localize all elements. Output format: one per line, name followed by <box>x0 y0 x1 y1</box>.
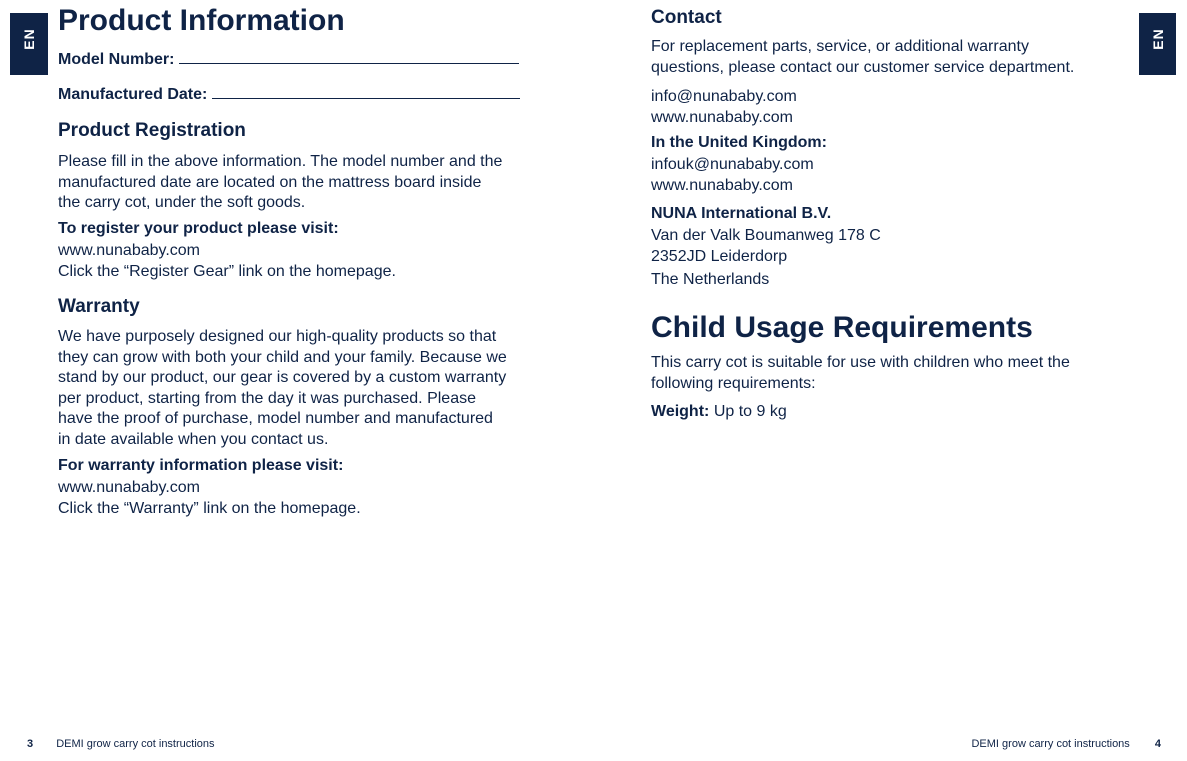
warranty-line: have the proof of purchase, model number and manufactured <box>58 410 493 427</box>
company-country: The Netherlands <box>651 271 770 288</box>
uk-links <box>651 155 814 196</box>
register-label: To register your product please visit: <box>58 220 339 237</box>
address-line: 2352JD Leiderdorp <box>651 247 788 265</box>
register-info <box>58 241 396 282</box>
manufactured-date-row <box>58 86 520 104</box>
language-tab-label: EN <box>1149 28 1166 50</box>
registration-line: the carry cot, under the soft goods. <box>58 194 306 211</box>
page-title: Product Information <box>58 4 345 37</box>
warranty-info-label: For warranty information please visit: <box>58 457 344 474</box>
language-tab-label: EN <box>21 28 37 50</box>
warranty-note: Click the “Warranty” link on the homepage. <box>58 499 361 517</box>
registration-line: manufactured date are located on the mattress board inside <box>58 173 482 191</box>
weight-requirement <box>651 402 787 423</box>
warranty-text <box>58 327 507 450</box>
registration-line: Please fill in the above information. The model number and the <box>58 153 503 170</box>
company-name: NUNA International B.V. <box>651 205 832 222</box>
model-number-field <box>179 63 519 64</box>
warranty-line: per product, starting from the day it was purchased. Please <box>58 389 476 407</box>
warranty-heading: Warranty <box>58 296 140 317</box>
usage-line: following requirements: <box>651 374 816 392</box>
page-number: 4 <box>1154 738 1161 750</box>
register-url: www.nunababy.com <box>58 242 200 259</box>
warranty-line: in date available when you contact us. <box>58 430 329 448</box>
usage-heading: Child Usage Requirements <box>651 311 1033 344</box>
model-number-row <box>58 51 519 69</box>
warranty-url: www.nunababy.com <box>58 479 200 496</box>
manufactured-date-label: Manufactured Date: <box>58 86 208 103</box>
contact-text <box>651 37 1074 78</box>
page-number: 3 <box>27 738 34 750</box>
contact-line: For replacement parts, service, or additional warranty <box>651 38 1029 55</box>
model-number-label: Model Number: <box>58 51 175 68</box>
registration-text <box>58 152 502 214</box>
language-tab-right <box>1139 13 1176 75</box>
weight-value: Up to 9 kg <box>713 403 787 420</box>
register-note: Click the “Register Gear” link on the homepage. <box>58 262 396 280</box>
footer-title: DEMI grow carry cot instructions <box>971 738 1130 750</box>
language-tab-left <box>10 13 48 75</box>
warranty-line: We have purposely designed our high-quality products so that <box>58 328 497 345</box>
registration-heading: Product Registration <box>58 120 246 141</box>
warranty-line: they can grow with both your child and your family. Because we <box>58 348 507 366</box>
uk-label: In the United Kingdom: <box>651 134 827 151</box>
contact-heading: Contact <box>651 7 722 28</box>
company-address <box>651 226 881 267</box>
manufactured-date-field <box>212 98 520 99</box>
uk-email: infouk@nunababy.com <box>651 156 814 173</box>
uk-website: www.nunababy.com <box>651 176 793 194</box>
footer-right <box>971 738 1161 750</box>
contact-website: www.nunababy.com <box>651 108 793 126</box>
contact-links <box>651 87 797 128</box>
footer-left <box>27 738 215 750</box>
usage-line: This carry cot is suitable for use with children who meet the <box>651 354 1070 371</box>
warranty-line: stand by our product, our gear is covered by a custom warranty <box>58 369 507 386</box>
contact-email: info@nunababy.com <box>651 88 797 105</box>
weight-label: Weight: <box>651 403 710 420</box>
warranty-info <box>58 478 361 519</box>
contact-line: questions, please contact our customer service department. <box>651 58 1075 76</box>
address-line: Van der Valk Boumanweg 178 C <box>651 227 881 244</box>
footer-title: DEMI grow carry cot instructions <box>56 738 215 750</box>
usage-text <box>651 353 1070 394</box>
